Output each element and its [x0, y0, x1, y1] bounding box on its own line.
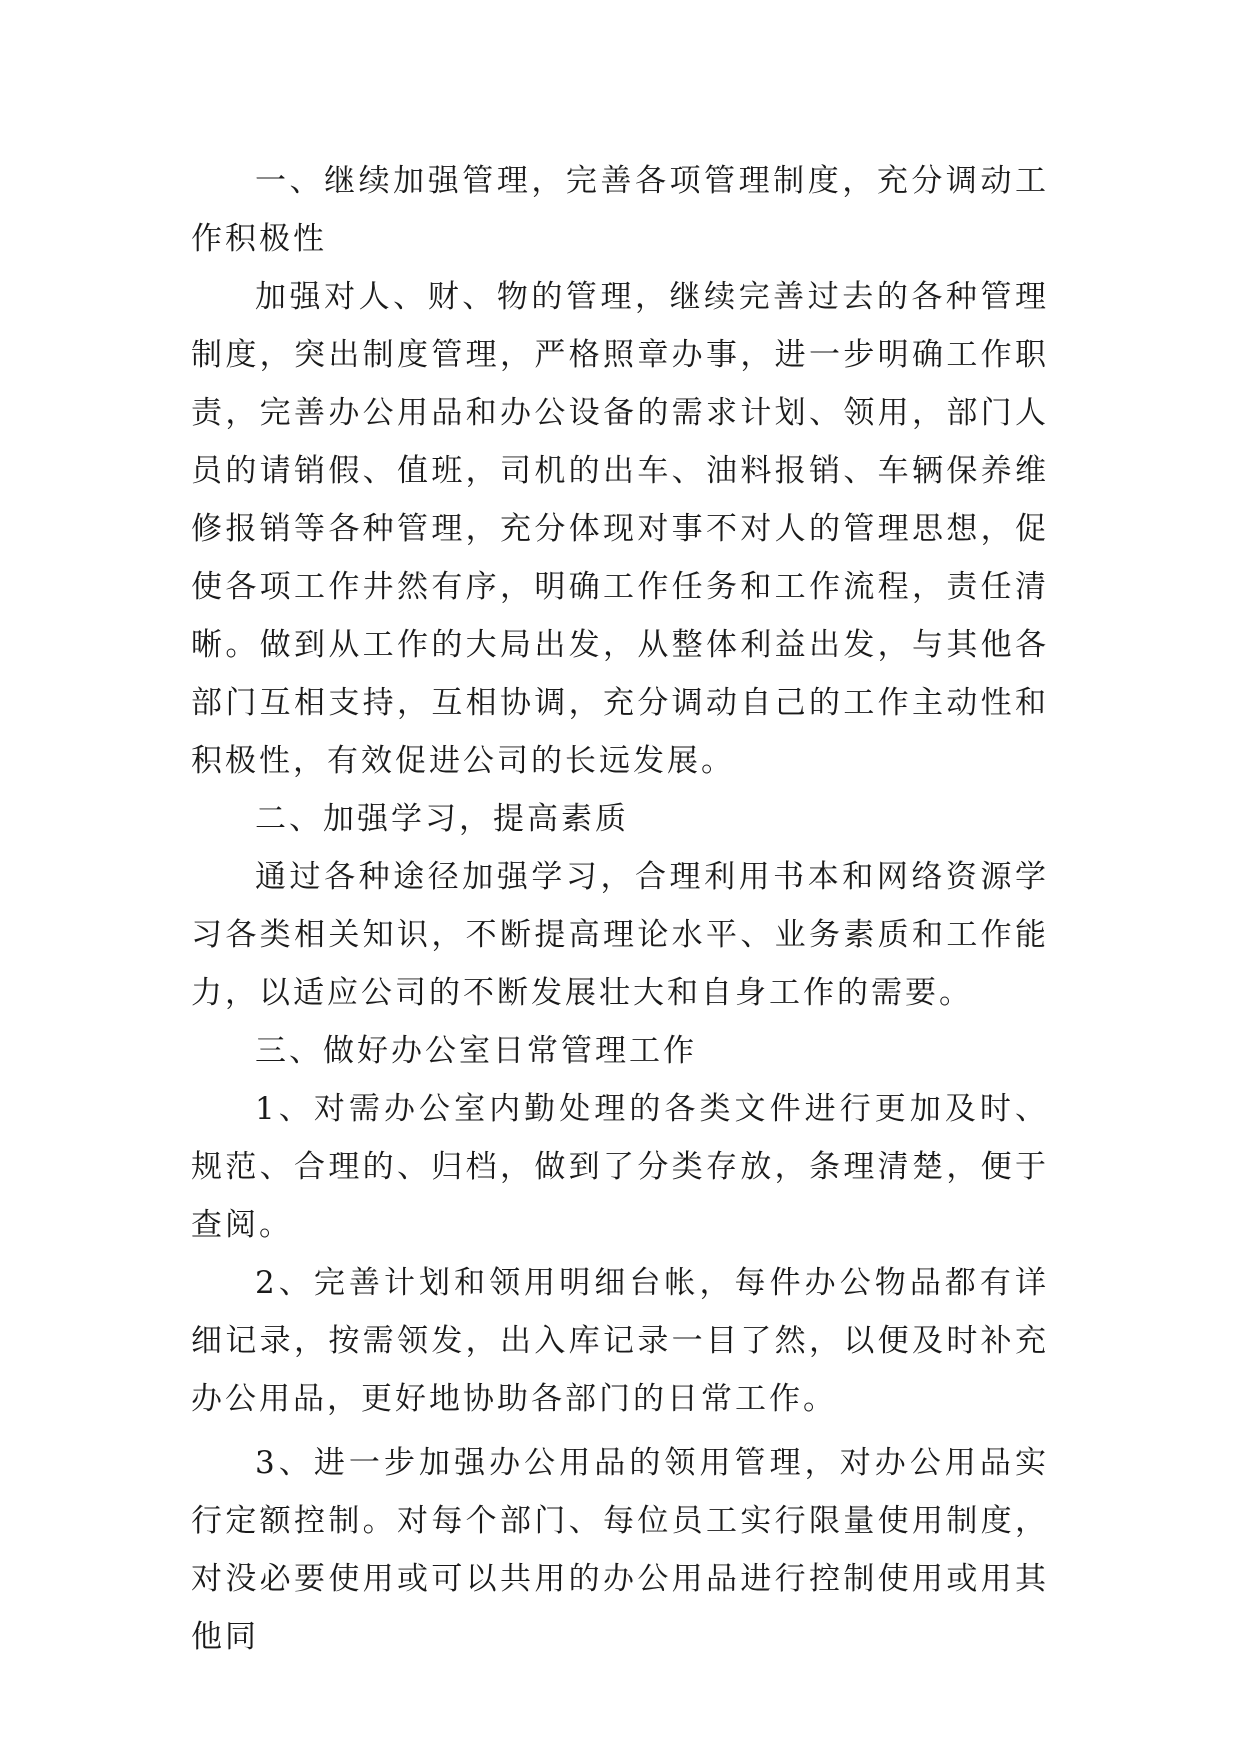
list-item-2: 2、完善计划和领用明细台帐，每件办公物品都有详细记录，按需领发，出入库记录一目了然，以便及时补充办公用品，更好地协助各部门的日常工作。 [191, 1265, 1049, 1417]
paragraph-study: 通过各种途径加强学习，合理利用书本和网络资源学习各类相关知识，不断提高理论水平、业务素质和工作能力，以适应公司的不断发展壮大和自身工作的需要。 [191, 859, 1049, 1011]
list-item-1: 1、对需办公室内勤处理的各类文件进行更加及时、规范、合理的、归档，做到了分类存放，条理清楚，便于查阅。 [191, 1091, 1049, 1243]
document-body [191, 152, 1049, 1666]
list-item-3: 3、进一步加强办公用品的领用管理，对办公用品实行定额控制。对每个部门、每位员工实行限量使用制度，对没必要使用或可以共用的办公用品进行控制使用或用其他同 [191, 1445, 1049, 1655]
section-heading-3: 三、做好办公室日常管理工作 [255, 1033, 697, 1069]
section-heading-2: 二、加强学习，提高素质 [255, 801, 629, 837]
section-heading-1: 一、继续加强管理，完善各项管理制度，充分调动工作积极性 [191, 163, 1049, 257]
paragraph-management: 加强对人、财、物的管理，继续完善过去的各种管理制度，突出制度管理，严格照章办事，进一步明确工作职责，完善办公用品和办公设备的需求计划、领用，部门人员的请销假、值班，司机的出车、油料报销、车辆保养维修报销等各种管理，充分体现对事不对人的管理思想，促使各项工作井然有序，明确工作任务和工作流程，责任清晰。做到从工作的大局出发，从整体利益出发，与其他各部门互相支持，互相协调，充分调动自己的工作主动性和积极性，有效促进公司的长远发展。 [191, 279, 1049, 779]
